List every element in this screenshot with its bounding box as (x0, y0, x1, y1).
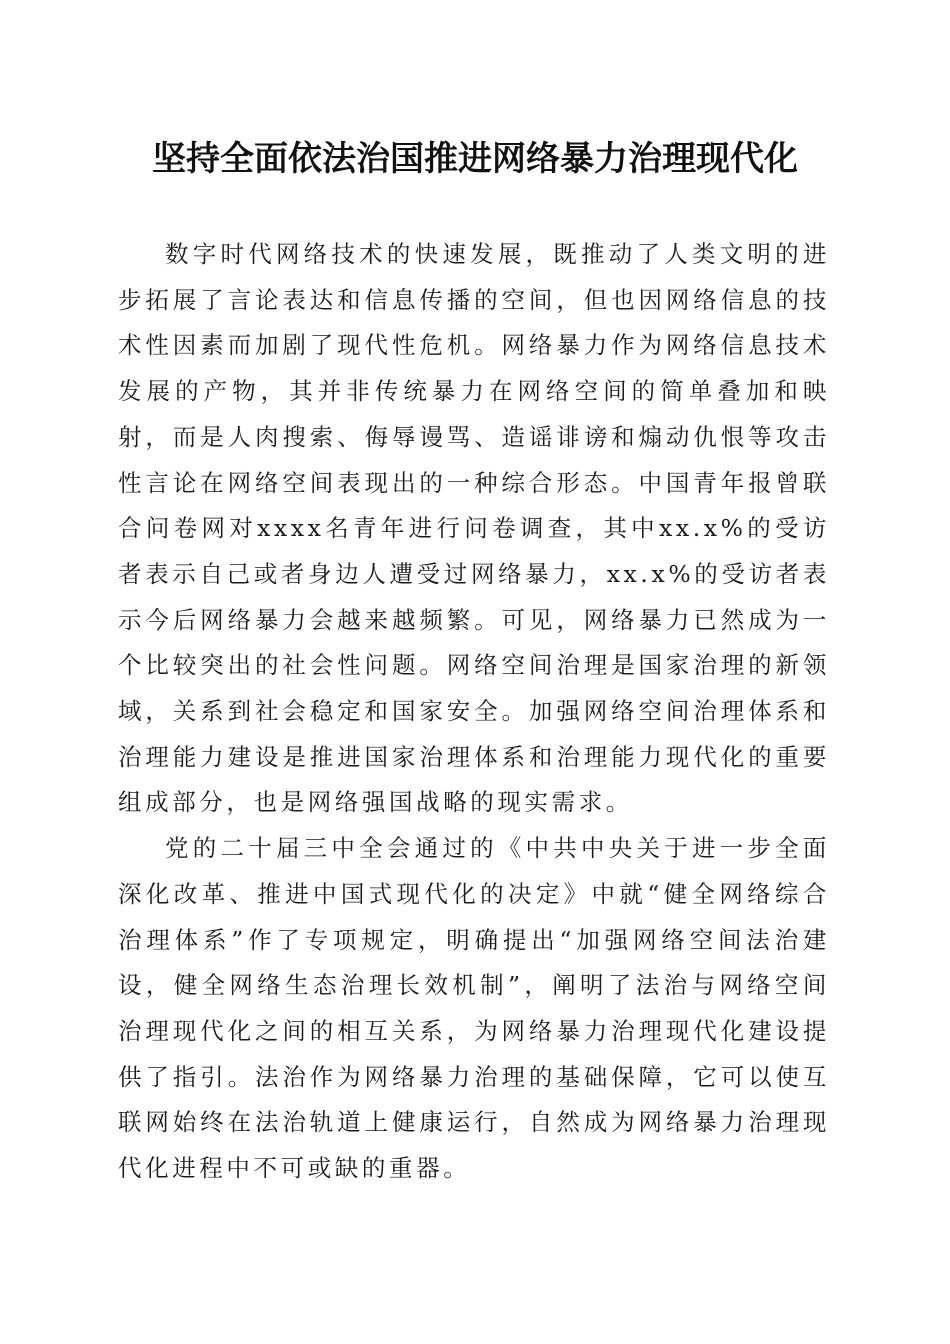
document-body (118, 232, 830, 1192)
document-title: 坚持全面依法治国推进网络暴力治理现代化 (152, 139, 798, 179)
paragraph-1: 数字时代网络技术的快速发展，既推动了人类文明的进步拓展了言论表达和信息传播的空间，但也因网络信息的技术性因素而加剧了现代性危机。网络暴力作为网络信息技术发展的产物，其并非传统暴力在网络空间的简单叠加和映射，而是人肉搜索、侮辱谩骂、造谣诽谤和煽动仇恨等攻击性言论在网络空间表现出的一种综合形态。中国青年报曾联合问卷网对xxxx名青年进行问卷调查，其中xx.x%的受访者表示自己或者身边人遭受过网络暴力，xx.x%的受访者表示今后网络暴力会越来越频繁。可见，网络暴力已然成为一个比较突出的社会性问题。网络空间治理是国家治理的新领域，关系到社会稳定和国家安全。加强网络空间治理体系和治理能力建设是推进国家治理体系和治理能力现代化的重要组成部分，也是网络强国战略的现实需求。 (118, 240, 830, 817)
paragraph-2: 党的二十届三中全会通过的《中共中央关于进一步全面深化改革、推进中国式现代化的决定》中就“健全网络综合治理体系”作了专项规定，明确提出“加强网络空间法治建设，健全网络生态治理长效机制”，阐明了法治与网络空间治理现代化之间的相互关系，为网络暴力治理现代化建设提供了指引。法治作为网络暴力治理的基础保障，它可以使互联网始终在法治轨道上健康运行，自然成为网络暴力治理现代化进程中不可或缺的重器。 (118, 834, 830, 1183)
